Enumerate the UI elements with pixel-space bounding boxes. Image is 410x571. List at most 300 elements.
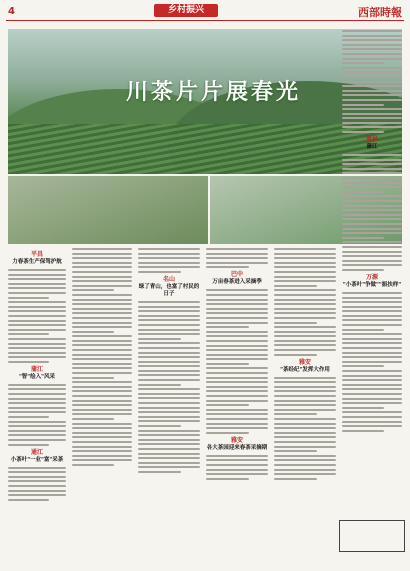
text-line-placeholder xyxy=(8,297,49,299)
text-line-placeholder xyxy=(342,324,402,326)
text-line-placeholder xyxy=(206,372,268,374)
text-line-placeholder xyxy=(8,421,66,423)
text-line-placeholder xyxy=(72,441,132,443)
text-line-placeholder xyxy=(206,404,249,406)
text-line-placeholder xyxy=(72,253,132,255)
text-line-placeholder xyxy=(342,297,402,299)
text-line-placeholder xyxy=(138,319,200,321)
text-line-placeholder xyxy=(342,48,402,50)
text-line-placeholder xyxy=(72,409,132,411)
text-line-placeholder xyxy=(72,303,132,305)
text-line-placeholder xyxy=(206,386,268,388)
text-line-placeholder xyxy=(72,326,132,328)
text-line-placeholder xyxy=(342,205,402,207)
text-line-placeholder xyxy=(8,356,66,358)
text-line-placeholder xyxy=(342,200,402,202)
text-line-placeholder xyxy=(72,423,132,425)
text-line-placeholder xyxy=(138,471,181,473)
text-line-placeholder xyxy=(206,413,268,415)
article-place: 万源 xyxy=(365,273,378,281)
text-line-placeholder xyxy=(274,464,336,466)
text-line-placeholder xyxy=(8,320,66,322)
text-line-placeholder xyxy=(274,335,336,337)
text-line-placeholder xyxy=(72,248,132,250)
text-line-placeholder xyxy=(342,425,402,427)
text-line-placeholder xyxy=(342,319,402,321)
text-line-placeholder xyxy=(274,312,336,314)
text-line-placeholder xyxy=(274,450,317,452)
text-line-placeholder xyxy=(72,257,132,259)
text-line-placeholder xyxy=(72,390,132,392)
column-2 xyxy=(72,248,132,469)
text-line-placeholder xyxy=(342,104,384,106)
text-line-placeholder xyxy=(206,257,268,259)
text-line-placeholder xyxy=(8,269,66,271)
text-line-placeholder xyxy=(206,377,268,379)
text-line-placeholder xyxy=(274,289,336,291)
text-line-placeholder xyxy=(206,262,268,264)
text-line-placeholder xyxy=(342,168,402,170)
text-line-placeholder xyxy=(72,285,132,287)
text-line-placeholder xyxy=(206,322,268,324)
text-line-placeholder xyxy=(206,418,268,420)
text-line-placeholder xyxy=(138,301,200,303)
text-line-placeholder xyxy=(342,81,402,83)
text-line-placeholder xyxy=(342,90,402,92)
text-line-placeholder xyxy=(138,370,200,372)
article-subhead: 小茶叶"一业"富"采茶 xyxy=(10,456,64,463)
text-line-placeholder xyxy=(342,62,384,64)
text-line-placeholder xyxy=(8,434,66,436)
text-line-placeholder xyxy=(342,365,384,367)
text-line-placeholder xyxy=(206,358,268,360)
text-line-placeholder xyxy=(72,317,132,319)
text-line-placeholder xyxy=(72,280,132,282)
text-line-placeholder xyxy=(72,400,132,402)
text-line-placeholder xyxy=(8,274,66,276)
text-line-placeholder xyxy=(206,409,268,411)
text-line-placeholder xyxy=(342,356,402,358)
text-line-placeholder xyxy=(206,363,249,365)
text-line-placeholder xyxy=(274,248,336,250)
text-line-placeholder xyxy=(8,315,66,317)
section-banner: 乡村振兴 xyxy=(154,4,218,17)
text-line-placeholder xyxy=(72,331,114,333)
text-line-placeholder xyxy=(138,361,200,363)
text-line-placeholder xyxy=(274,441,336,443)
text-line-placeholder xyxy=(206,473,268,475)
text-line-placeholder xyxy=(342,172,402,174)
text-line-placeholder xyxy=(342,195,402,197)
text-line-placeholder xyxy=(8,306,66,308)
text-line-placeholder xyxy=(138,333,200,335)
text-line-placeholder xyxy=(8,384,66,386)
text-line-placeholder xyxy=(72,404,132,406)
text-line-placeholder xyxy=(274,390,336,392)
text-line-placeholder xyxy=(342,182,402,184)
column-5 xyxy=(274,248,336,482)
text-line-placeholder xyxy=(72,455,132,457)
text-line-placeholder xyxy=(206,340,268,342)
text-line-placeholder xyxy=(8,283,66,285)
text-line-placeholder xyxy=(8,292,66,294)
text-line-placeholder xyxy=(342,375,402,377)
text-line-placeholder xyxy=(72,349,132,351)
article-subhead: 万亩春茶进入采摘季 xyxy=(212,279,262,286)
text-line-placeholder xyxy=(72,377,114,379)
text-line-placeholder xyxy=(72,294,132,296)
text-line-placeholder xyxy=(8,494,66,496)
text-line-placeholder xyxy=(138,310,200,312)
text-line-placeholder xyxy=(342,329,384,331)
text-line-placeholder xyxy=(206,390,268,392)
text-line-placeholder xyxy=(8,310,66,312)
text-line-placeholder xyxy=(274,266,336,268)
text-line-placeholder xyxy=(138,430,200,432)
text-line-placeholder xyxy=(138,462,200,464)
text-line-placeholder xyxy=(342,154,402,156)
text-line-placeholder xyxy=(274,253,336,255)
article-place: 翠屏 xyxy=(365,136,378,144)
text-line-placeholder xyxy=(342,85,402,87)
text-line-placeholder xyxy=(342,39,402,41)
article-place: 雅安 xyxy=(298,358,311,366)
text-line-placeholder xyxy=(342,232,402,234)
text-line-placeholder xyxy=(72,413,132,415)
text-line-placeholder xyxy=(72,464,114,466)
text-line-placeholder xyxy=(342,35,402,37)
text-line-placeholder xyxy=(138,253,200,255)
text-line-placeholder xyxy=(274,478,317,480)
text-line-placeholder xyxy=(206,317,268,319)
text-line-placeholder xyxy=(72,344,132,346)
text-line-placeholder xyxy=(138,342,200,344)
text-line-placeholder xyxy=(72,446,132,448)
text-line-placeholder xyxy=(72,395,132,397)
text-line-placeholder xyxy=(342,163,402,165)
text-line-placeholder xyxy=(8,338,66,340)
text-line-placeholder xyxy=(72,427,132,429)
text-line-placeholder xyxy=(138,365,200,367)
text-line-placeholder xyxy=(342,228,402,230)
text-line-placeholder xyxy=(206,464,268,466)
text-line-placeholder xyxy=(138,425,181,427)
text-line-placeholder xyxy=(274,280,336,282)
article-subhead: 各大茶园迎来春茶采摘期 xyxy=(206,444,268,451)
text-line-placeholder xyxy=(138,324,200,326)
text-line-placeholder xyxy=(342,76,402,78)
text-line-placeholder xyxy=(274,331,336,333)
text-line-placeholder xyxy=(342,30,402,32)
text-line-placeholder xyxy=(138,388,200,390)
text-line-placeholder xyxy=(138,374,200,376)
text-line-placeholder xyxy=(138,420,200,422)
text-line-placeholder xyxy=(342,214,402,216)
text-line-placeholder xyxy=(274,413,317,415)
text-line-placeholder xyxy=(8,402,66,404)
text-line-placeholder xyxy=(206,326,249,328)
text-line-placeholder xyxy=(72,367,132,369)
text-line-placeholder xyxy=(206,354,268,356)
text-line-placeholder xyxy=(8,393,66,395)
text-line-placeholder xyxy=(206,345,268,347)
text-line-placeholder xyxy=(72,271,132,273)
article-place: 通江 xyxy=(30,448,43,456)
column-4 xyxy=(206,248,268,482)
text-line-placeholder xyxy=(274,455,336,457)
page-number: 4 xyxy=(8,6,15,17)
text-line-placeholder xyxy=(206,266,249,268)
text-line-placeholder xyxy=(138,453,200,455)
article-subhead: 绿了青山，也富了村民的日子 xyxy=(138,283,200,297)
text-line-placeholder xyxy=(342,388,402,390)
text-line-placeholder xyxy=(342,292,402,294)
text-line-placeholder xyxy=(206,423,268,425)
text-line-placeholder xyxy=(274,386,336,388)
text-line-placeholder xyxy=(138,262,200,264)
text-line-placeholder xyxy=(72,363,132,365)
text-line-placeholder xyxy=(274,409,336,411)
column-3 xyxy=(138,248,200,476)
text-line-placeholder xyxy=(72,322,132,324)
text-line-placeholder xyxy=(206,469,268,471)
article-place: 名山 xyxy=(162,275,175,283)
text-line-placeholder xyxy=(72,266,132,268)
text-line-placeholder xyxy=(8,361,49,363)
text-line-placeholder xyxy=(342,53,402,55)
text-line-placeholder xyxy=(138,402,200,404)
text-line-placeholder xyxy=(206,400,268,402)
text-line-placeholder xyxy=(274,308,336,310)
text-line-placeholder xyxy=(8,347,66,349)
text-line-placeholder xyxy=(206,303,268,305)
text-line-placeholder xyxy=(8,352,66,354)
text-line-placeholder xyxy=(342,131,384,133)
text-line-placeholder xyxy=(274,423,336,425)
text-line-placeholder xyxy=(274,395,336,397)
text-line-placeholder xyxy=(342,71,402,73)
text-line-placeholder xyxy=(72,381,132,383)
text-line-placeholder xyxy=(138,416,200,418)
text-line-placeholder xyxy=(342,186,402,188)
text-line-placeholder xyxy=(72,276,132,278)
text-line-placeholder xyxy=(274,257,336,259)
text-line-placeholder xyxy=(8,278,66,280)
text-line-placeholder xyxy=(342,338,402,340)
text-line-placeholder xyxy=(8,480,66,482)
text-line-placeholder xyxy=(8,425,66,427)
editor-credits-box xyxy=(339,520,405,552)
text-line-placeholder xyxy=(342,342,402,344)
text-line-placeholder xyxy=(342,99,402,101)
text-line-placeholder xyxy=(72,459,132,461)
text-line-placeholder xyxy=(72,262,132,264)
text-line-placeholder xyxy=(274,459,336,461)
text-line-placeholder xyxy=(206,299,268,301)
text-line-placeholder xyxy=(8,490,66,492)
text-line-placeholder xyxy=(138,407,200,409)
text-line-placeholder xyxy=(8,476,66,478)
text-line-placeholder xyxy=(138,379,200,381)
text-line-placeholder xyxy=(8,329,66,331)
feature-title: 川茶片片展春光 xyxy=(126,79,302,105)
text-line-placeholder xyxy=(342,315,402,317)
text-line-placeholder xyxy=(8,333,49,335)
text-line-placeholder xyxy=(274,294,336,296)
text-line-placeholder xyxy=(138,411,200,413)
text-line-placeholder xyxy=(8,388,66,390)
text-line-placeholder xyxy=(274,340,336,342)
text-line-placeholder xyxy=(274,436,336,438)
text-line-placeholder xyxy=(342,246,402,248)
text-line-placeholder xyxy=(206,395,268,397)
text-line-placeholder xyxy=(8,398,66,400)
text-line-placeholder xyxy=(342,361,402,363)
text-line-placeholder xyxy=(342,223,402,225)
text-line-placeholder xyxy=(138,393,200,395)
text-line-placeholder xyxy=(274,349,336,351)
text-line-placeholder xyxy=(342,191,384,193)
text-line-placeholder xyxy=(342,58,402,60)
text-line-placeholder xyxy=(342,209,402,211)
text-line-placeholder xyxy=(138,443,200,445)
text-line-placeholder xyxy=(342,122,402,124)
text-line-placeholder xyxy=(8,444,49,446)
text-line-placeholder xyxy=(342,393,402,395)
text-line-placeholder xyxy=(274,299,336,301)
article-place: 巴中 xyxy=(230,271,243,279)
article-subhead: 力春茶生产保驾护航 xyxy=(12,259,62,265)
text-line-placeholder xyxy=(206,294,268,296)
text-line-placeholder xyxy=(8,430,66,432)
column-1 xyxy=(8,248,66,503)
text-line-placeholder xyxy=(342,177,402,179)
text-line-placeholder xyxy=(342,421,402,423)
article-subhead: "智"绘入"风采 xyxy=(18,373,56,380)
article-subhead: 蒲江 xyxy=(366,144,378,151)
text-line-placeholder xyxy=(206,427,268,429)
text-line-placeholder xyxy=(342,379,402,381)
text-line-placeholder xyxy=(206,349,268,351)
text-line-placeholder xyxy=(72,432,132,434)
text-line-placeholder xyxy=(206,432,249,434)
text-line-placeholder xyxy=(206,253,268,255)
text-line-placeholder xyxy=(342,411,402,413)
text-line-placeholder xyxy=(342,113,402,115)
text-line-placeholder xyxy=(342,159,402,161)
text-line-placeholder xyxy=(342,370,402,372)
text-line-placeholder xyxy=(206,459,268,461)
text-line-placeholder xyxy=(8,439,66,441)
text-line-placeholder xyxy=(274,381,336,383)
text-line-placeholder xyxy=(72,312,132,314)
text-line-placeholder xyxy=(274,400,336,402)
text-line-placeholder xyxy=(342,241,402,243)
text-line-placeholder xyxy=(342,44,402,46)
text-line-placeholder xyxy=(72,436,132,438)
text-line-placeholder xyxy=(342,310,402,312)
text-line-placeholder xyxy=(342,269,384,271)
text-line-placeholder xyxy=(274,303,336,305)
text-line-placeholder xyxy=(342,306,402,308)
text-line-placeholder xyxy=(274,326,336,328)
text-line-placeholder xyxy=(206,367,268,369)
text-line-placeholder xyxy=(274,418,336,420)
text-line-placeholder xyxy=(342,218,402,220)
text-line-placeholder xyxy=(8,499,49,501)
text-line-placeholder xyxy=(138,434,200,436)
text-line-placeholder xyxy=(206,248,268,250)
text-line-placeholder xyxy=(342,260,402,262)
article-place: 雅安 xyxy=(230,436,243,444)
text-line-placeholder xyxy=(342,398,402,400)
article-place: 蒲江 xyxy=(30,365,43,373)
text-line-placeholder xyxy=(274,404,336,406)
text-line-placeholder xyxy=(342,416,402,418)
text-line-placeholder xyxy=(8,301,66,303)
text-line-placeholder xyxy=(8,407,66,409)
text-line-placeholder xyxy=(72,450,132,452)
article-subhead: "小茶叶"争做""振扶样" xyxy=(342,281,402,288)
text-line-placeholder xyxy=(342,94,402,96)
text-line-placeholder xyxy=(342,255,402,257)
text-line-placeholder xyxy=(72,340,132,342)
text-line-placeholder xyxy=(72,308,132,310)
text-line-placeholder xyxy=(72,299,132,301)
text-line-placeholder xyxy=(8,471,66,473)
text-line-placeholder xyxy=(274,427,336,429)
text-line-placeholder xyxy=(274,377,336,379)
text-line-placeholder xyxy=(342,117,402,119)
text-line-placeholder xyxy=(72,354,132,356)
text-line-placeholder xyxy=(8,485,66,487)
article-subhead: "茶经纪"发挥大作用 xyxy=(280,366,330,373)
text-line-placeholder xyxy=(8,467,66,469)
text-line-placeholder xyxy=(72,289,114,291)
text-line-placeholder xyxy=(274,473,336,475)
text-line-placeholder xyxy=(138,266,200,268)
text-line-placeholder xyxy=(72,358,132,360)
text-line-placeholder xyxy=(138,347,200,349)
text-line-placeholder xyxy=(342,301,402,303)
column-6 xyxy=(342,30,402,434)
masthead-logo: 西部時報 xyxy=(358,6,402,19)
text-line-placeholder xyxy=(342,264,402,266)
text-line-placeholder xyxy=(138,248,200,250)
header-rule xyxy=(6,20,404,21)
text-line-placeholder xyxy=(206,312,268,314)
text-line-placeholder xyxy=(8,411,66,413)
tea-picking-photo xyxy=(8,176,208,244)
text-line-placeholder xyxy=(274,322,317,324)
text-line-placeholder xyxy=(342,126,402,128)
text-line-placeholder xyxy=(206,331,268,333)
text-line-placeholder xyxy=(206,478,249,480)
text-line-placeholder xyxy=(72,418,114,420)
text-line-placeholder xyxy=(8,324,66,326)
text-line-placeholder xyxy=(206,455,268,457)
text-line-placeholder xyxy=(8,416,49,418)
text-line-placeholder xyxy=(72,335,132,337)
text-line-placeholder xyxy=(8,287,66,289)
text-line-placeholder xyxy=(274,446,336,448)
text-line-placeholder xyxy=(342,347,402,349)
text-line-placeholder xyxy=(274,262,336,264)
text-line-placeholder xyxy=(342,251,402,253)
text-line-placeholder xyxy=(206,381,268,383)
text-line-placeholder xyxy=(342,384,402,386)
text-line-placeholder xyxy=(206,289,268,291)
